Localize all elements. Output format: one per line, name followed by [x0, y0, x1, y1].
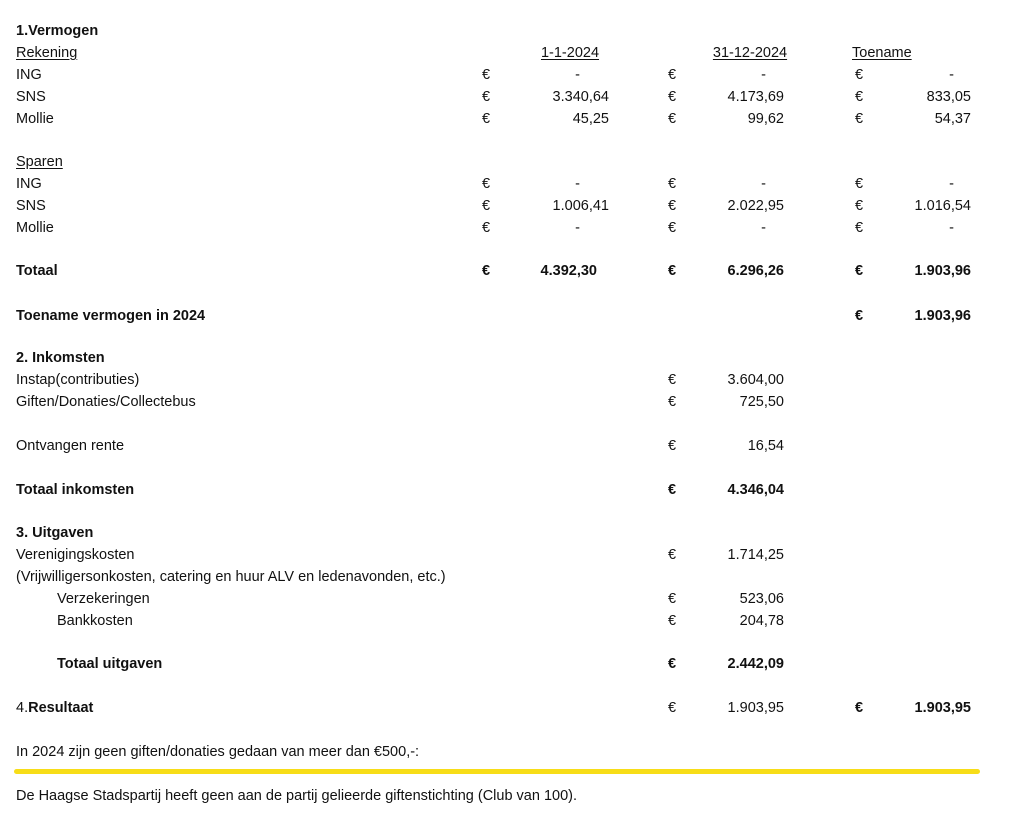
- value-amount: 4.346,04: [727, 482, 784, 498]
- value-start: 3.340,64: [552, 89, 609, 105]
- highlight-line: [14, 769, 980, 774]
- value-amount: 523,06: [739, 591, 784, 607]
- value-toename: 1.903,96: [914, 263, 971, 279]
- value-start: 4.392,30: [540, 263, 597, 279]
- column-header-toename: Toename: [852, 45, 912, 61]
- value-amount: 725,50: [739, 394, 784, 410]
- currency-symbol: €: [855, 176, 864, 192]
- row-label: Giften/Donaties/Collectebus: [16, 394, 196, 410]
- currency-symbol: €: [482, 220, 491, 236]
- row-label: ING: [16, 176, 42, 192]
- value-toename: 1.903,96: [914, 308, 971, 324]
- value-toename: -: [949, 176, 954, 192]
- currency-symbol: €: [668, 176, 677, 192]
- currency-symbol: €: [855, 308, 864, 324]
- currency-symbol: €: [855, 111, 864, 127]
- currency-symbol: €: [482, 198, 491, 214]
- currency-symbol: €: [668, 438, 677, 454]
- currency-symbol: €: [855, 198, 864, 214]
- value-end: -: [761, 176, 766, 192]
- value-toename: 833,05: [926, 89, 971, 105]
- row-label: Ontvangen rente: [16, 438, 125, 454]
- value-start: -: [575, 220, 580, 236]
- currency-symbol: €: [668, 591, 677, 607]
- section-title-inkomsten: 2. Inkomsten: [16, 350, 105, 366]
- value-start: 1.006,41: [552, 198, 609, 214]
- value-amount: 1.903,95: [727, 700, 784, 716]
- note-giften: In 2024 zijn geen giften/donaties gedaan van meer dan €500,-:: [16, 744, 420, 760]
- currency-symbol: €: [482, 67, 491, 83]
- currency-symbol: €: [668, 220, 677, 236]
- value-toename: -: [949, 220, 954, 236]
- value-amount: 16,54: [747, 438, 784, 454]
- value-toename: 1.016,54: [914, 198, 971, 214]
- currency-symbol: €: [855, 700, 864, 716]
- value-amount: 204,78: [739, 613, 784, 629]
- row-label: Instap(contributies): [16, 372, 140, 388]
- value-end: 99,62: [747, 111, 784, 127]
- value-start: 45,25: [572, 111, 609, 127]
- value-end: 6.296,26: [727, 263, 784, 279]
- section-title-uitgaven: 3. Uitgaven: [16, 525, 94, 541]
- row-label: SNS: [16, 198, 46, 214]
- section-title-resultaat: [16, 699, 93, 717]
- value-toename: 1.903,95: [914, 700, 971, 716]
- value-amount: 1.714,25: [727, 547, 784, 563]
- resultaat-prefix: 4.: [16, 700, 29, 716]
- verenigingskosten-note: (Vrijwilligersonkosten, catering en huur ALV en ledenavonden, etc.): [16, 569, 446, 585]
- row-label: Totaal: [16, 263, 58, 279]
- currency-symbol: €: [668, 482, 677, 498]
- row-label: ING: [16, 67, 42, 83]
- value-start: -: [575, 176, 580, 192]
- resultaat-label: Resultaat: [28, 700, 94, 716]
- sparen-heading: Sparen: [16, 154, 63, 170]
- column-header-start: 1-1-2024: [540, 45, 600, 61]
- value-toename: 54,37: [934, 111, 971, 127]
- note-giftenstichting: De Haagse Stadspartij heeft geen aan de partij gelieerde giftenstichting (Club van 100).: [16, 788, 578, 804]
- currency-symbol: €: [668, 198, 677, 214]
- rekening-heading: Rekening: [16, 45, 78, 61]
- currency-symbol: €: [482, 89, 491, 105]
- value-amount: 2.442,09: [727, 656, 784, 672]
- currency-symbol: €: [482, 263, 491, 279]
- value-end: 2.022,95: [727, 198, 784, 214]
- currency-symbol: €: [668, 547, 677, 563]
- row-label: Bankkosten: [57, 613, 133, 629]
- row-label: Toename vermogen in 2024: [16, 308, 206, 324]
- row-label: Mollie: [16, 111, 54, 127]
- currency-symbol: €: [668, 613, 677, 629]
- row-label: Mollie: [16, 220, 54, 236]
- value-start: -: [575, 67, 580, 83]
- row-label: Verenigingskosten: [16, 547, 135, 563]
- currency-symbol: €: [668, 372, 677, 388]
- currency-symbol: €: [668, 394, 677, 410]
- column-header-end: 31-12-2024: [712, 45, 788, 61]
- value-end: 4.173,69: [727, 89, 784, 105]
- currency-symbol: €: [668, 89, 677, 105]
- currency-symbol: €: [668, 700, 677, 716]
- value-end: -: [761, 67, 766, 83]
- currency-symbol: €: [855, 67, 864, 83]
- row-label: Totaal inkomsten: [16, 482, 135, 498]
- value-toename: -: [949, 67, 954, 83]
- value-end: -: [761, 220, 766, 236]
- row-label: Totaal uitgaven: [57, 656, 163, 672]
- currency-symbol: €: [855, 263, 864, 279]
- currency-symbol: €: [668, 111, 677, 127]
- value-amount: 3.604,00: [727, 372, 784, 388]
- currency-symbol: €: [668, 67, 677, 83]
- currency-symbol: €: [668, 263, 677, 279]
- row-label: SNS: [16, 89, 46, 105]
- currency-symbol: €: [482, 176, 491, 192]
- currency-symbol: €: [855, 220, 864, 236]
- currency-symbol: €: [482, 111, 491, 127]
- section-title-vermogen: 1.Vermogen: [16, 23, 99, 39]
- row-label: Verzekeringen: [57, 591, 150, 607]
- currency-symbol: €: [668, 656, 677, 672]
- currency-symbol: €: [855, 89, 864, 105]
